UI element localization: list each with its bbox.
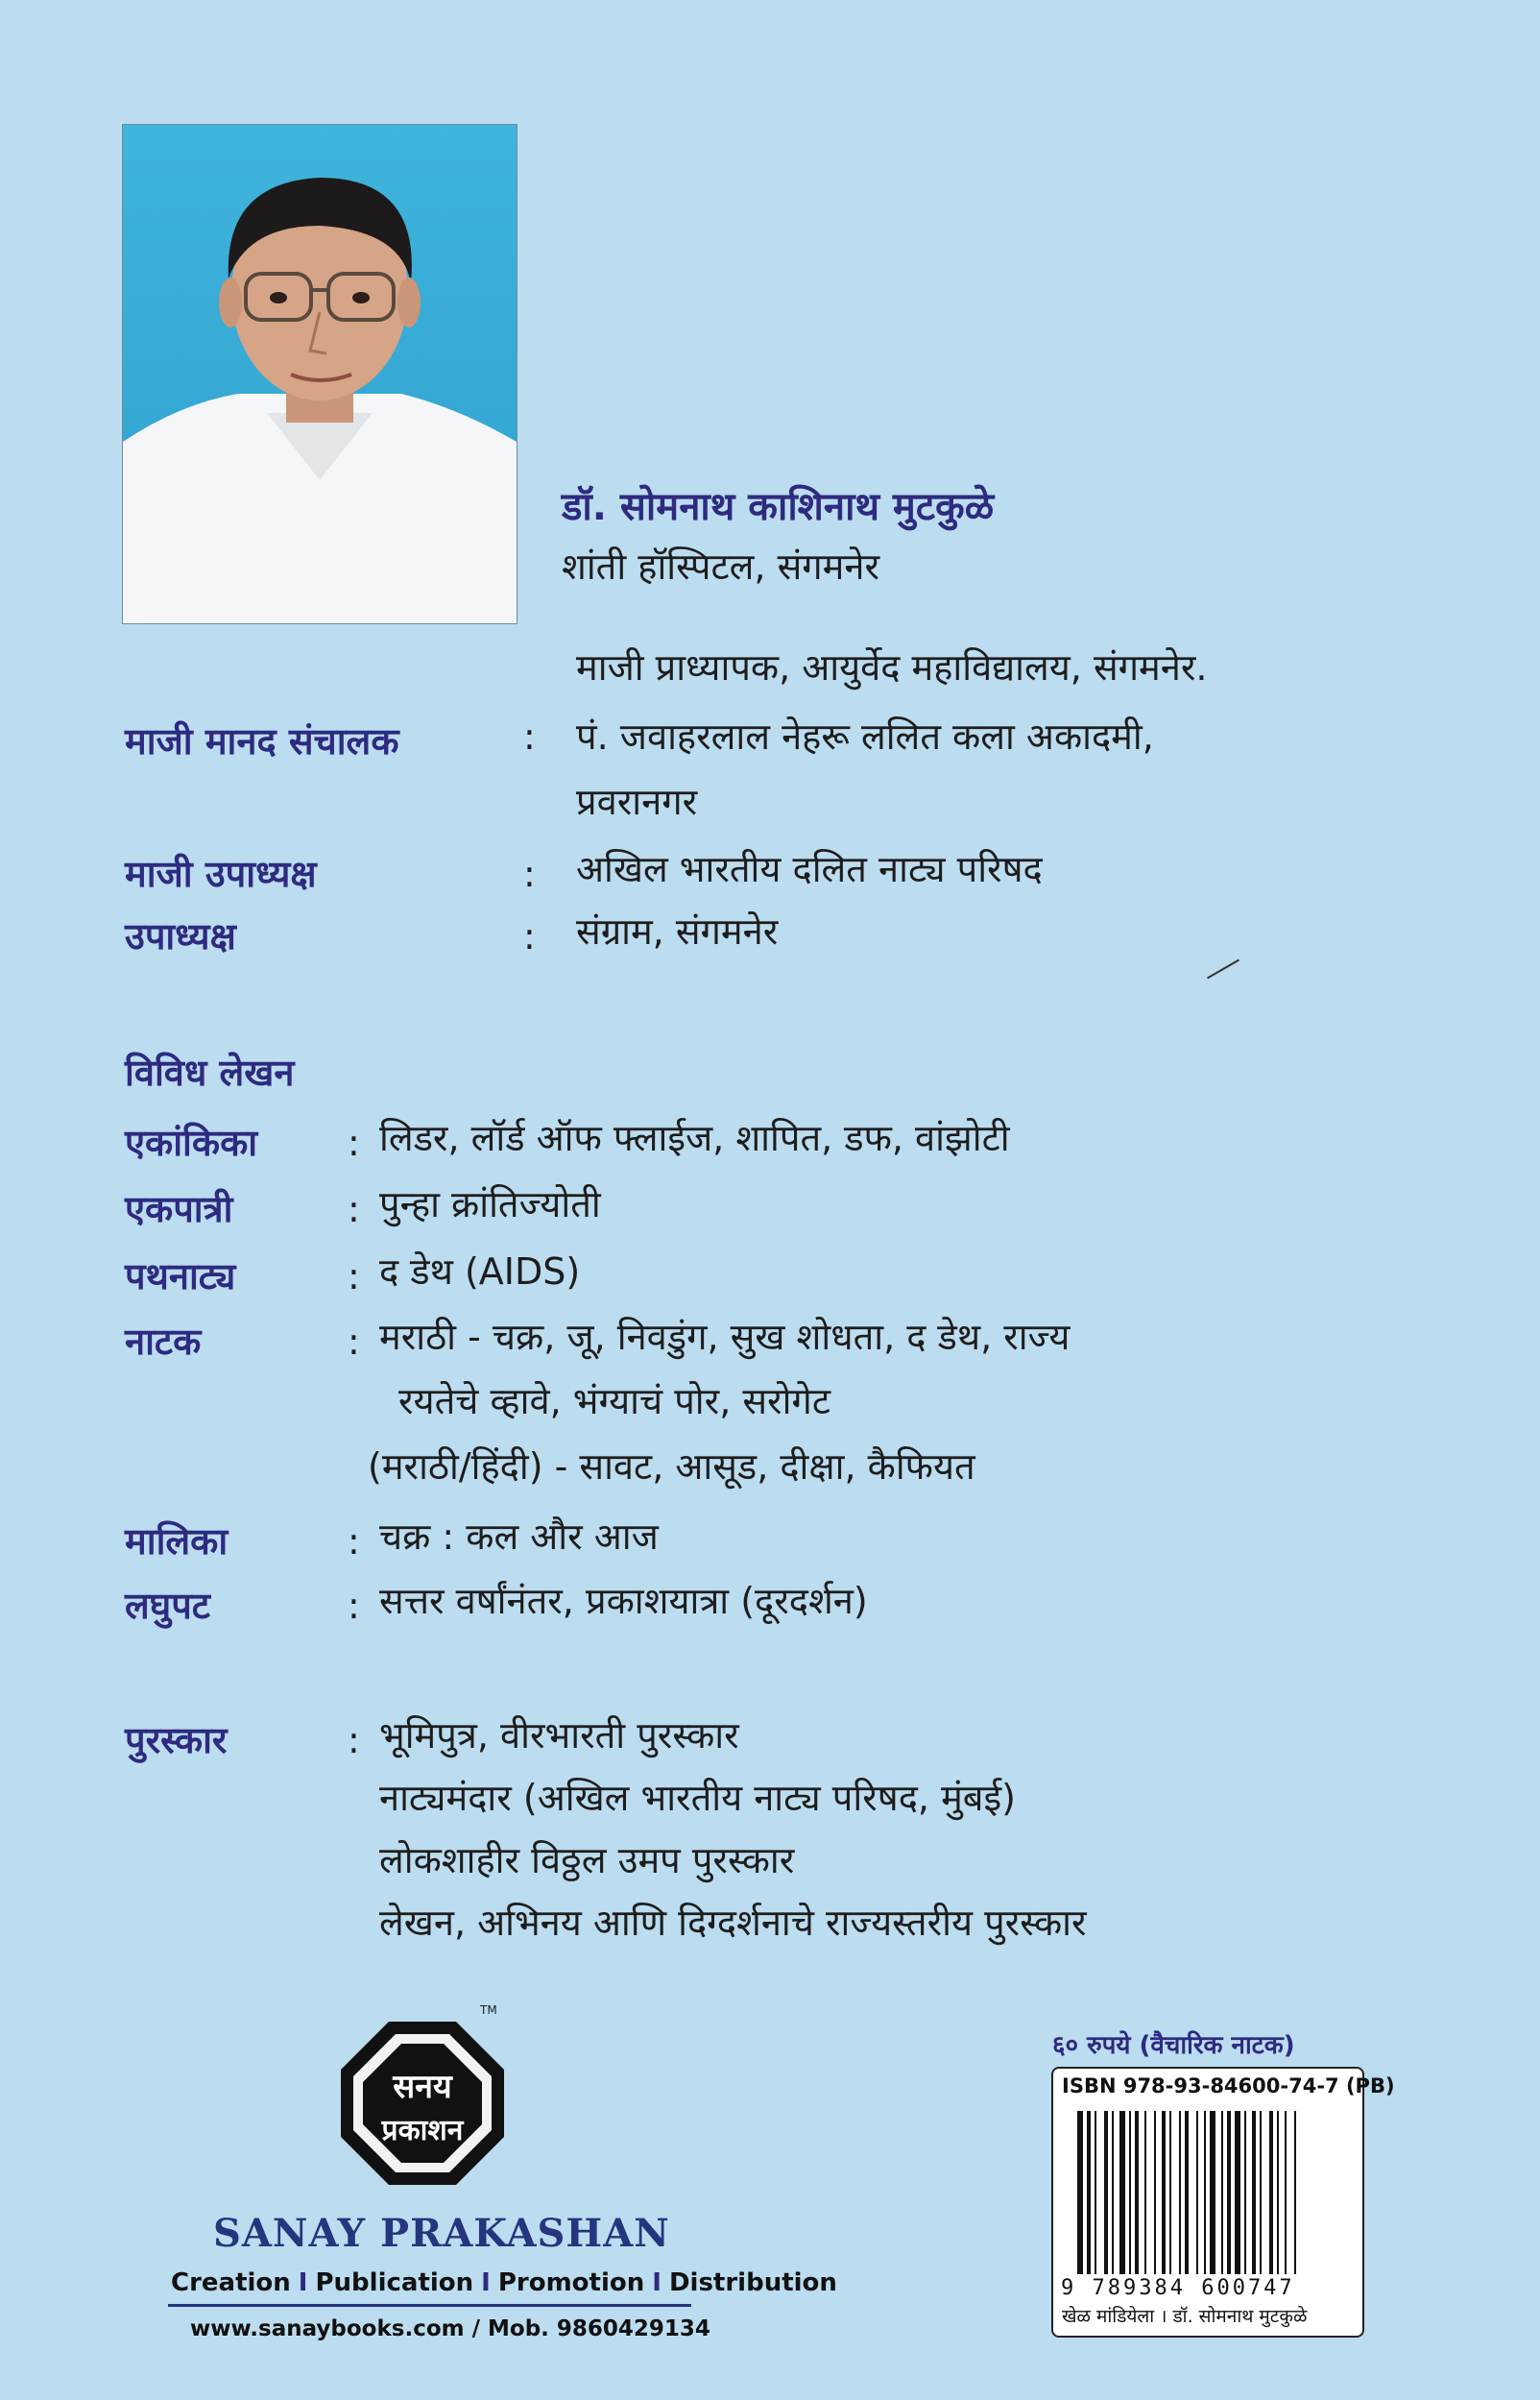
publisher-divider: [168, 2304, 691, 2307]
barcode-digits: 9 789384 600747: [1061, 2276, 1295, 2300]
pencil-mark: [1207, 959, 1239, 980]
publisher-logo: [336, 2003, 509, 2190]
author-former-role: माजी प्राध्यापक, आयुर्वेद महाविद्यालय, संगमनेर.: [576, 646, 1208, 689]
writing-value-4-line-2: रयतेचे व्हावे, भंग्याचं पोर, सरोगेट: [398, 1380, 830, 1422]
role-value-3: संग्राम, संगमनेर: [576, 910, 779, 953]
role-colon-1: :: [523, 715, 536, 758]
writing-value-4-line-3: (मराठी/हिंदी) - सावट, आसूड, दीक्षा, कैफियत: [368, 1445, 975, 1488]
section-title-writing: विविध लेखन: [125, 1052, 295, 1094]
writing-label-1: एकांकिका: [125, 1122, 258, 1164]
writing-colon-5: :: [348, 1520, 360, 1563]
writing-value-3: द डेथ (AIDS): [379, 1250, 581, 1293]
logo-text-top: सनय: [393, 2068, 452, 2106]
writing-colon-4: :: [348, 1321, 360, 1363]
award-line-2: नाट्यमंदार (अखिल भारतीय नाट्य परिषद, मुंबई): [379, 1777, 1016, 1819]
author-photo: [122, 124, 517, 624]
isbn-number: ISBN 978-93-84600-74-7 (PB): [1062, 2074, 1395, 2097]
book-title-line: खेळ मांडियेला । डॉ. सोमनाथ मुटकुळे: [1062, 2306, 1308, 2327]
book-price: ६० रुपये (वैचारिक नाटक): [1052, 2031, 1295, 2060]
award-line-3: लोकशाहीर विठ्ठल उमप पुरस्कार: [379, 1839, 795, 1881]
writing-value-1: लिडर, लॉर्ड ऑफ फ्लाईज, शापित, डफ, वांझोटी: [379, 1117, 1010, 1159]
role-value-1-line-2: प्रवरानगर: [576, 781, 698, 823]
role-value-2: अखिल भारतीय दलित नाट्य परिषद: [576, 848, 1043, 890]
awards-colon: :: [348, 1719, 360, 1761]
writing-colon-6: :: [348, 1585, 360, 1627]
role-colon-2: :: [523, 853, 536, 895]
writing-label-6: लघुपट: [125, 1585, 210, 1627]
publisher-tagline: [171, 2268, 837, 2297]
writing-value-6: सत्तर वर्षांनंतर, प्रकाशयात्रा (दूरदर्शन): [379, 1580, 868, 1622]
logo-text-bottom: प्रकाशन: [381, 2114, 464, 2147]
barcode-icon: [1075, 2111, 1335, 2284]
role-label-2: माजी उपाध्यक्ष: [125, 853, 317, 895]
award-line-4: लेखन, अभिनय आणि दिग्दर्शनाचे राज्यस्तरीय पुरस्कार: [379, 1902, 1087, 1944]
role-value-1-line-1: पं. जवाहरलाल नेहरू ललित कला अकादमी,: [576, 715, 1154, 758]
writing-label-4: नाटक: [125, 1321, 202, 1363]
writing-colon-3: :: [348, 1255, 360, 1297]
author-portrait-icon: [123, 125, 517, 623]
tagline-promotion: Promotion: [497, 2268, 645, 2297]
writing-value-4-line-1: मराठी - चक्र, जू, निवडुंग, सुख शोधता, द डेथ, राज्य: [379, 1316, 1071, 1358]
tagline-separator: I: [481, 2268, 491, 2297]
role-colon-3: :: [523, 915, 536, 958]
tagline-separator: I: [652, 2268, 662, 2297]
tagline-publication: Publication: [315, 2268, 474, 2297]
writing-label-3: पथनाट्य: [125, 1255, 236, 1297]
publisher-website: www.sanaybooks.com / Mob. 9860429134: [190, 2316, 710, 2341]
role-label-3: उपाध्यक्ष: [125, 915, 236, 958]
writing-colon-1: :: [348, 1122, 360, 1164]
author-name: डॉ. सोमनाथ काशिनाथ मुटकुळे: [562, 485, 995, 529]
writing-label-5: मालिका: [125, 1520, 229, 1563]
writing-value-2: पुन्हा क्रांतिज्योती: [379, 1183, 601, 1225]
writing-colon-2: :: [348, 1188, 360, 1230]
awards-label: पुरस्कार: [125, 1719, 228, 1761]
author-affiliation: शांती हॉस्पिटल, संगमनेर: [562, 545, 880, 588]
trademark-mark: TM: [480, 2003, 497, 2017]
role-label-1: माजी मानद संचालक: [125, 720, 399, 763]
tagline-distribution: Distribution: [668, 2268, 837, 2297]
tagline-creation: Creation: [171, 2268, 291, 2297]
publisher-name: SANAY PRAKASHAN: [213, 2211, 670, 2256]
writing-value-5: चक्र : कल और आज: [379, 1515, 659, 1558]
award-line-1: भूमिपुत्र, वीरभारती पुरस्कार: [379, 1714, 739, 1757]
tagline-separator: I: [298, 2268, 308, 2297]
writing-label-2: एकपात्री: [125, 1188, 233, 1230]
